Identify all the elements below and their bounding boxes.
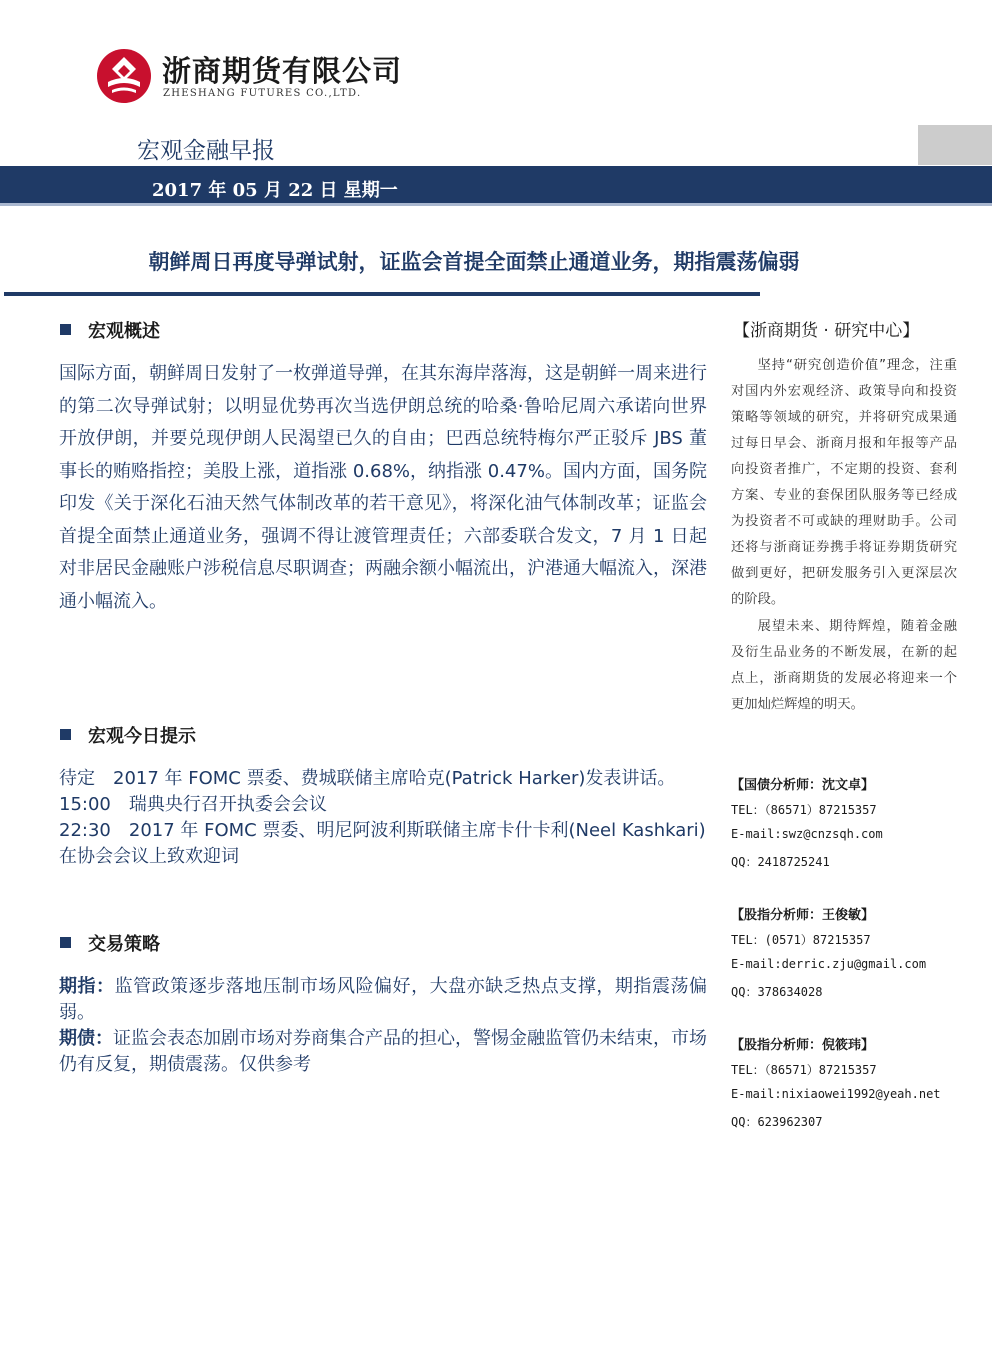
strategy-text: 证监会表态加剧市场对券商集合产品的担心，警惕金融监管仍未结束，市场仍有反复，期债震荡。仅供参考: [59, 1028, 707, 1075]
overview-paragraph: 国际方面，朝鲜周日发射了一枚弹道导弹，在其东海岸落海，这是朝鲜一周来进行的第二次导弹试射；以明显优势再次当选伊朗总统的哈桑·鲁哈尼周六承诺向世界开放伊朗，并要兑现伊朗人民渴望已久的自由；巴西总统特梅尔严正驳斥 JBS 董事长的贿赂指控；美股上涨，道指涨 0.68%，纳指涨 0.47%。国内方面，国务院印发《关于深化石油天然气体制改革的若干意见》，将深化油气体制改革；证监会首提全面禁止通道业务，强调不得让渡管理责任；六部委联合发文，7 月 1 日起对非居民金融账户涉税信息尽职调查；两融余额小幅流出，沪港通大幅流入，深港通小幅流入。: [59, 363, 707, 612]
analyst-qq: QQ：378634028: [731, 985, 823, 999]
report-date: 2017 年 05 月 22 日 星期一: [152, 180, 398, 201]
section-title-strategy: 交易策略: [88, 934, 160, 955]
analyst-heading: 【股指分析师：王俊敏】: [731, 908, 875, 923]
company-logo: [96, 48, 152, 104]
analyst-qq: QQ：623962307: [731, 1115, 823, 1129]
strategy-item-bond-futures: [59, 1026, 707, 1078]
today-item: 22:30 2017 年 FOMC 票委、明尼阿波利斯联储主席卡什卡利(Neel Kashkari): [59, 820, 706, 841]
analyst-tel: TEL：(0571）87215357: [731, 933, 871, 947]
section-bullet-icon: [60, 729, 71, 740]
section-bullet-icon: [60, 937, 71, 948]
headline-rule: [4, 292, 760, 296]
analyst-email: E-mail:nixiaowei1992@yeah.net: [731, 1087, 941, 1101]
today-item: 在协会会议上致欢迎词: [59, 846, 239, 867]
strategy-label: 期指：: [59, 976, 115, 997]
headline: 朝鲜周日再度导弹试射，证监会首提全面禁止通道业务，期指震荡偏弱: [148, 250, 800, 274]
research-center-outlook: 展望未来、期待辉煌，随着金融及衍生品业务的不断发展，在新的起点上，浙商期货的发展必将迎来一个更加灿烂辉煌的明天。: [731, 619, 957, 712]
header-gray-tab: [918, 125, 992, 165]
analyst-qq: QQ：2418725241: [731, 855, 830, 869]
brand-name-en: ZHESHANG FUTURES CO.,LTD.: [163, 88, 362, 99]
strategy-item-index-futures: [59, 974, 707, 1026]
today-item: 15:00 瑞典央行召开执委会会议: [59, 794, 327, 815]
brand-name-cn: 浙商期货有限公司: [162, 54, 403, 88]
research-center-intro: 坚持“研究创造价值”理念，注重对国内外宏观经济、政策导向和投资策略等领域的研究，并将研究成果通过每日早会、浙商月报和年报等产品向投资者推广，不定期的投资、套利方案、专业的套保团队服务等已经成为投资者不可或缺的理财助手。公司还将与浙商证券携手将证券期货研究做到更好，把研发服务引入更深层次的阶段。: [731, 358, 957, 607]
analyst-heading: 【国债分析师：沈文卓】: [731, 778, 875, 793]
report-type: 宏观金融早报: [137, 138, 275, 164]
analyst-heading: 【股指分析师：倪筱玮】: [731, 1038, 875, 1053]
section-title-today: 宏观今日提示: [88, 726, 196, 747]
analyst-email: E-mail:swz@cnzsqh.com: [731, 827, 883, 841]
date-band: [0, 166, 992, 206]
today-item: 待定 2017 年 FOMC 票委、费城联储主席哈克(Patrick Harker)发表讲话。: [59, 768, 676, 789]
analyst-tel: TEL：（86571）87215357: [731, 803, 877, 817]
strategy-text: 监管政策逐步落地压制市场风险偏好，大盘亦缺乏热点支撑，期指震荡偏弱。: [59, 976, 708, 1023]
analyst-email: E-mail:derric.zju@gmail.com: [731, 957, 927, 971]
section-bullet-icon: [60, 324, 71, 335]
strategy-label: 期债：: [59, 1028, 113, 1049]
analyst-tel: TEL：（86571）87215357: [731, 1063, 877, 1077]
section-title-overview: 宏观概述: [88, 321, 160, 342]
research-center-title: 【浙商期货 · 研究中心】: [733, 321, 920, 341]
